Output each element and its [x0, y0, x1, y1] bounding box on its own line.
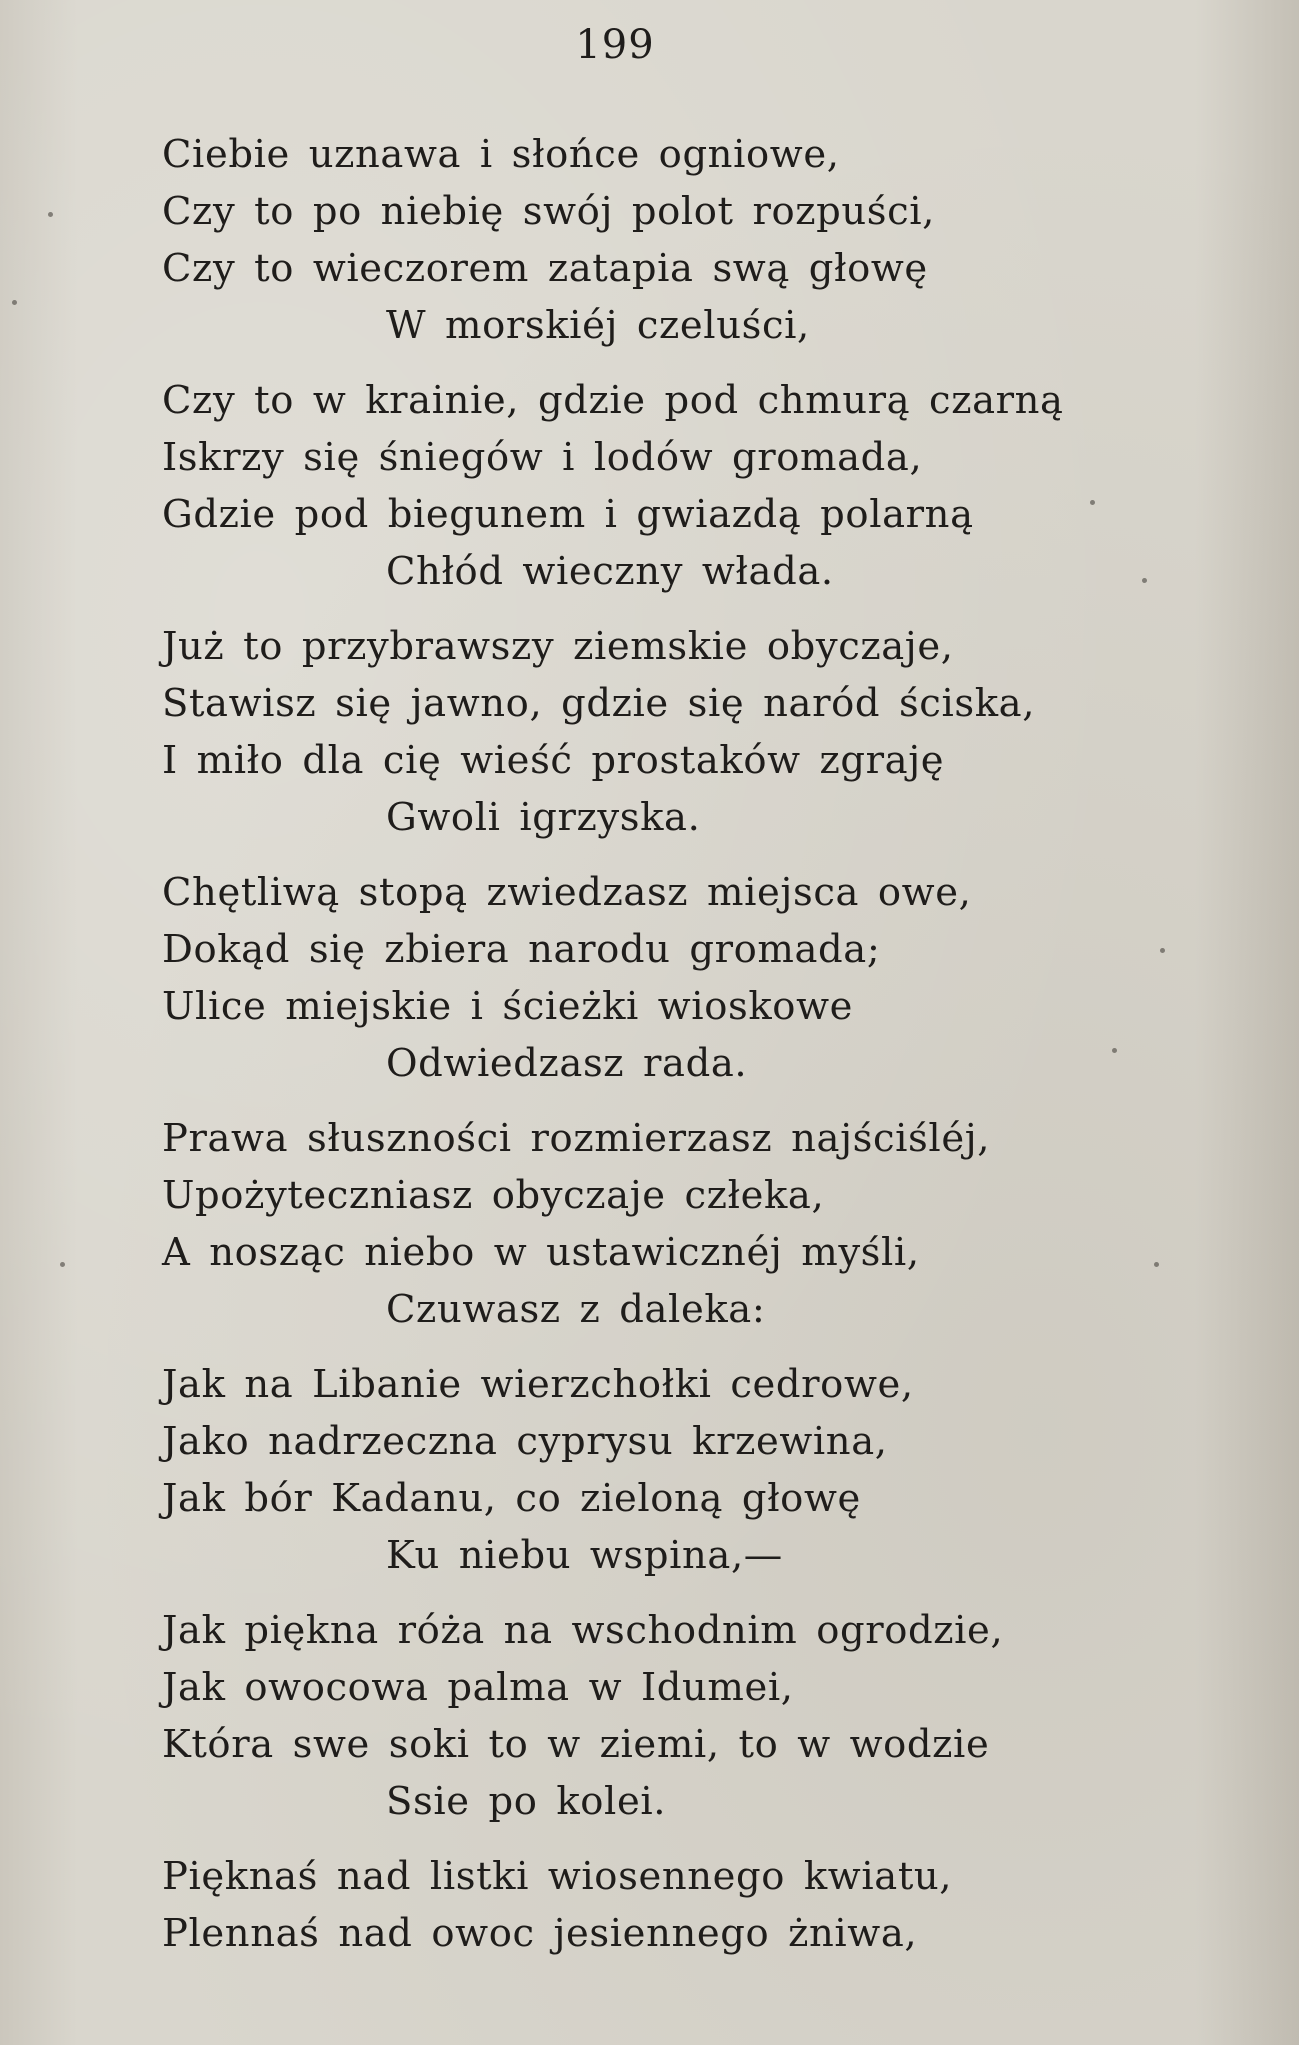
paper-speck	[1142, 578, 1147, 583]
poem-line: Jak na Libanie wierzchołki cedrowe,	[162, 1362, 914, 1407]
poem-line: Już to przybrawszy ziemskie obyczaje,	[162, 624, 954, 669]
poem-line: A nosząc niebo w ustawicznéj myśli,	[162, 1230, 920, 1275]
page-number: 199	[575, 22, 655, 68]
poem-line: Pięknaś nad listki wiosennego kwiatu,	[162, 1854, 953, 1899]
stanza	[162, 1848, 1162, 1962]
poem-line: Czy to wieczorem zatapia swą głowę	[162, 246, 928, 291]
poem-line-indented: Ssie po kolei.	[386, 1779, 667, 1824]
poem-line: Prawa słuszności rozmierzasz najściśléj,	[162, 1116, 991, 1161]
poem-line: Dokąd się zbiera narodu gromada;	[162, 927, 881, 972]
stanza	[162, 1110, 1162, 1338]
paper-speck	[1160, 948, 1165, 953]
poem-line-indented: Chłód wieczny włada.	[386, 549, 834, 594]
poem-line: Stawisz się jawno, gdzie się naród ściska,	[162, 681, 1036, 726]
stanza	[162, 1356, 1162, 1584]
poem-line: Jak owocowa palma w Idumei,	[162, 1665, 794, 1710]
poem-line: Upożyteczniasz obyczaje człeka,	[162, 1173, 825, 1218]
poem-line: Ciebie uznawa i słońce ogniowe,	[162, 132, 840, 177]
stanza	[162, 618, 1162, 846]
poem	[162, 126, 1162, 1980]
poem-line: I miło dla cię wieść prostaków zgraję	[162, 738, 945, 783]
poem-line-indented: Czuwasz z daleka:	[386, 1287, 766, 1332]
paper-speck	[12, 300, 17, 305]
poem-line: Czy to w krainie, gdzie pod chmurą czarną	[162, 378, 1064, 423]
poem-line: Jako nadrzeczna cyprysu krzewina,	[162, 1419, 888, 1464]
paper-speck	[1154, 1262, 1159, 1267]
poem-line: Iskrzy się śniegów i lodów gromada,	[162, 435, 923, 480]
stanza	[162, 1602, 1162, 1830]
poem-line: Plennaś nad owoc jesiennego żniwa,	[162, 1911, 918, 1956]
poem-line: Chętliwą stopą zwiedzasz miejsca owe,	[162, 870, 972, 915]
paper-speck	[60, 1262, 65, 1267]
poem-line: Jak bór Kadanu, co zieloną głowę	[162, 1476, 861, 1521]
poem-line: Jak piękna róża na wschodnim ogrodzie,	[162, 1608, 1004, 1653]
poem-line: Która swe soki to w ziemi, to w wodzie	[162, 1722, 990, 1767]
poem-line-indented: Ku niebu wspina,—	[386, 1533, 783, 1578]
stanza	[162, 126, 1162, 354]
poem-line: Ulice miejskie i ścieżki wioskowe	[162, 984, 854, 1029]
stanza	[162, 372, 1162, 600]
poem-line-indented: Gwoli igrzyska.	[386, 795, 701, 840]
poem-line: Czy to po niebię swój polot rozpuści,	[162, 189, 936, 234]
stanza	[162, 864, 1162, 1092]
poem-line-indented: Odwiedzasz rada.	[386, 1041, 748, 1086]
poem-line-indented: W morskiéj czeluści,	[386, 303, 810, 348]
poem-line: Gdzie pod biegunem i gwiazdą polarną	[162, 492, 974, 537]
paper-speck	[1112, 1048, 1117, 1053]
paper-speck	[48, 212, 53, 217]
paper-speck	[1090, 500, 1095, 505]
